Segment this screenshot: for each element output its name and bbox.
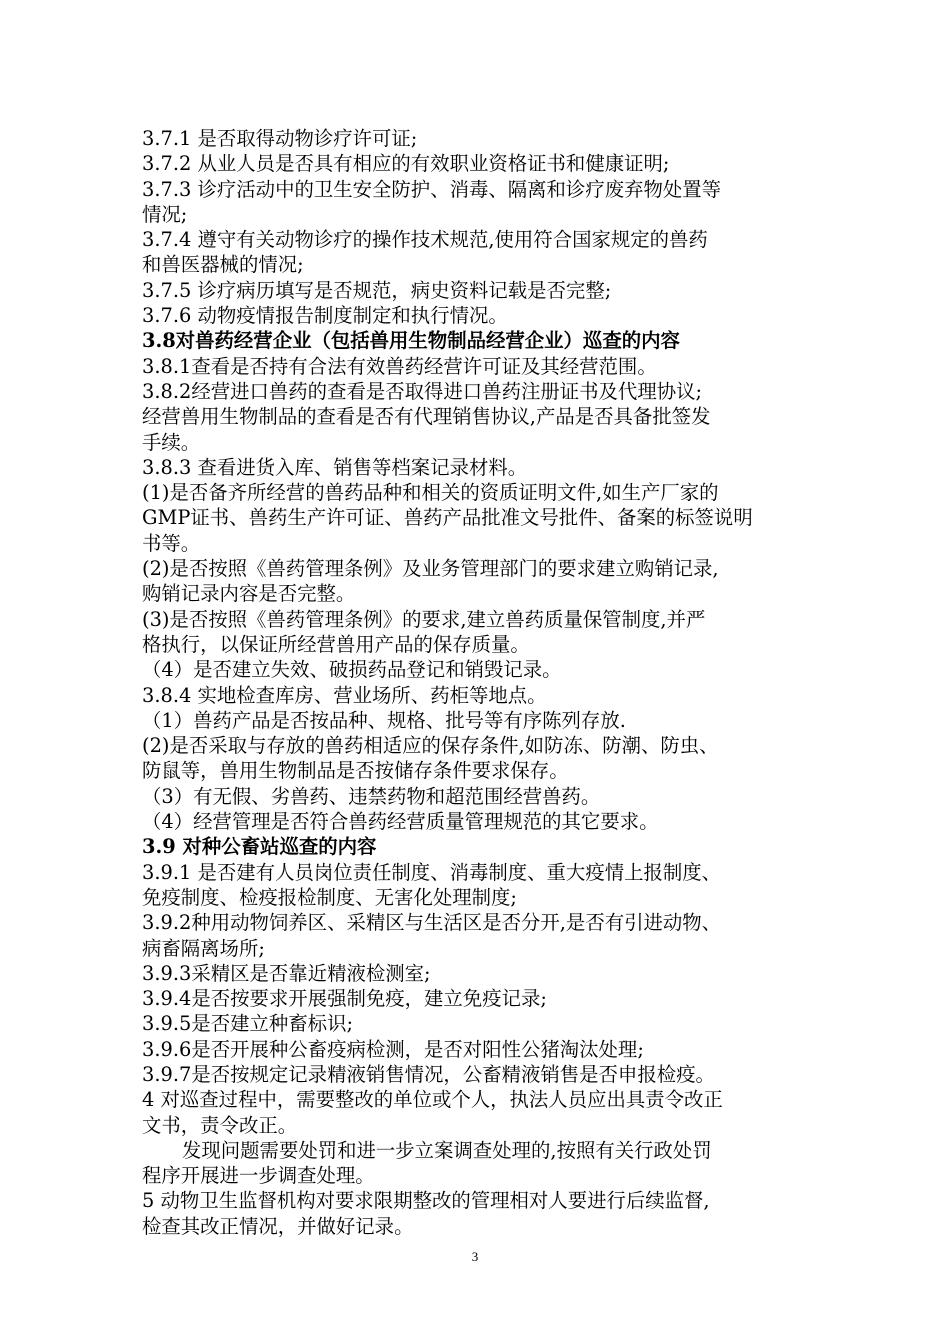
text-line: 3.8.4 实地检查库房、营业场所、药柜等地点。 — [142, 683, 547, 707]
text-line: 3.9.6是否开展种公畜疫病检测，是否对阳性公猪淘汰处理; — [142, 1037, 644, 1061]
text-line: 3.9.5是否建立种畜标识; — [142, 1012, 353, 1036]
text-line: (1)是否备齐所经营的兽药品种和相关的资质证明文件,如生产厂家的 — [142, 481, 719, 505]
text-line: 5 动物卫生监督机构对要求限期整改的管理相对人要进行后续监督, — [142, 1189, 710, 1213]
text-line: 3.9.7是否按规定记录精液销售情况，公畜精液销售是否申报检疫。 — [142, 1062, 715, 1086]
text-line: GMP证书、兽药生产许可证、兽药产品批准文号批件、备案的标签说明 — [142, 506, 753, 530]
text-line: (2)是否按照《兽药管理条例》及业务管理部门的要求建立购销记录, — [142, 557, 719, 581]
text-line: 3.8.3 查看进货入库、销售等档案记录材料。 — [142, 455, 528, 479]
text-line: 检查其改正情况，并做好记录。 — [142, 1214, 414, 1238]
text-line: 防鼠等，兽用生物制品是否按储存条件要求保存。 — [142, 759, 569, 783]
text-line: 和兽医器械的情况; — [142, 253, 304, 277]
text-line: 3.9.1 是否建有人员岗位责任制度、消毒制度、重大疫情上报制度、 — [142, 860, 722, 884]
text-line: 3.7.1 是否取得动物诊疗许可证; — [142, 127, 418, 150]
text-line: (2)是否采取与存放的兽药相适应的保存条件,如防冻、防潮、防虫、 — [142, 734, 719, 758]
section-heading: 3.9 对种公畜站巡查的内容 — [142, 835, 377, 859]
text-line: 发现问题需要处罚和进一步立案调查处理的,按照有关行政处罚 — [182, 1138, 712, 1162]
text-line: 程序开展进一步调查处理。 — [142, 1164, 375, 1188]
page-number: 3 — [471, 1249, 479, 1264]
text-line: 手续。 — [142, 430, 201, 454]
section-heading: 3.8对兽药经营企业（包括兽用生物制品经营企业）巡查的内容 — [142, 329, 680, 353]
text-line: 3.7.2 从业人员是否具有相应的有效职业资格证书和健康证明; — [142, 152, 670, 176]
text-line: 情况; — [142, 202, 188, 226]
text-line: （4）经营管理是否符合兽药经营质量管理规范的其它要求。 — [142, 810, 659, 834]
document-body — [142, 126, 812, 1239]
text-line: 病畜隔离场所; — [142, 936, 265, 960]
text-line: 3.7.4 遵守有关动物诊疗的操作技术规范,使用符合国家规定的兽药 — [142, 228, 708, 252]
text-line: 4 对巡查过程中，需要整改的单位或个人，执法人员应出具责令改正 — [142, 1088, 723, 1112]
text-line: 书等。 — [142, 531, 201, 555]
text-line: 文书，责令改正。 — [142, 1113, 298, 1137]
text-line: 3.8.1查看是否持有合法有效兽药经营许可证及其经营范围。 — [142, 354, 657, 378]
text-line: (3)是否按照《兽药管理条例》的要求,建立兽药质量保管制度,并严 — [142, 607, 706, 631]
text-line: 格执行，以保证所经营兽用产品的保存质量。 — [142, 632, 530, 656]
text-line: 3.9.2种用动物饲养区、采精区与生活区是否分开,是否有引进动物、 — [142, 911, 722, 935]
text-line: 3.8.2经营进口兽药的查看是否取得进口兽药注册证书及代理协议; — [142, 379, 703, 403]
text-line: （1）兽药产品是否按品种、规格、批号等有序陈列存放. — [142, 708, 626, 732]
text-line: 3.9.4是否按要求开展强制免疫，建立免疫记录; — [142, 987, 547, 1011]
text-line: （4）是否建立失效、破损药品登记和销毁记录。 — [142, 658, 562, 682]
text-line: 经营兽用生物制品的查看是否有代理销售协议,产品是否具备批签发 — [142, 405, 711, 429]
text-line: 3.9.3采精区是否靠近精液检测室; — [142, 961, 431, 985]
text-line: （3）有无假、劣兽药、违禁药物和超范围经营兽药。 — [142, 784, 601, 808]
text-line: 免疫制度、检疫报检制度、无害化处理制度; — [142, 885, 517, 909]
text-line: 3.7.3 诊疗活动中的卫生安全防护、消毒、隔离和诊疗废弃物处置等 — [142, 177, 722, 201]
text-line: 3.7.5 诊疗病历填写是否规范，病史资料记载是否完整; — [142, 278, 612, 302]
text-line: 购销记录内容是否完整。 — [142, 582, 356, 606]
text-line: 3.7.6 动物疫情报告制度制定和执行情况。 — [142, 304, 508, 328]
